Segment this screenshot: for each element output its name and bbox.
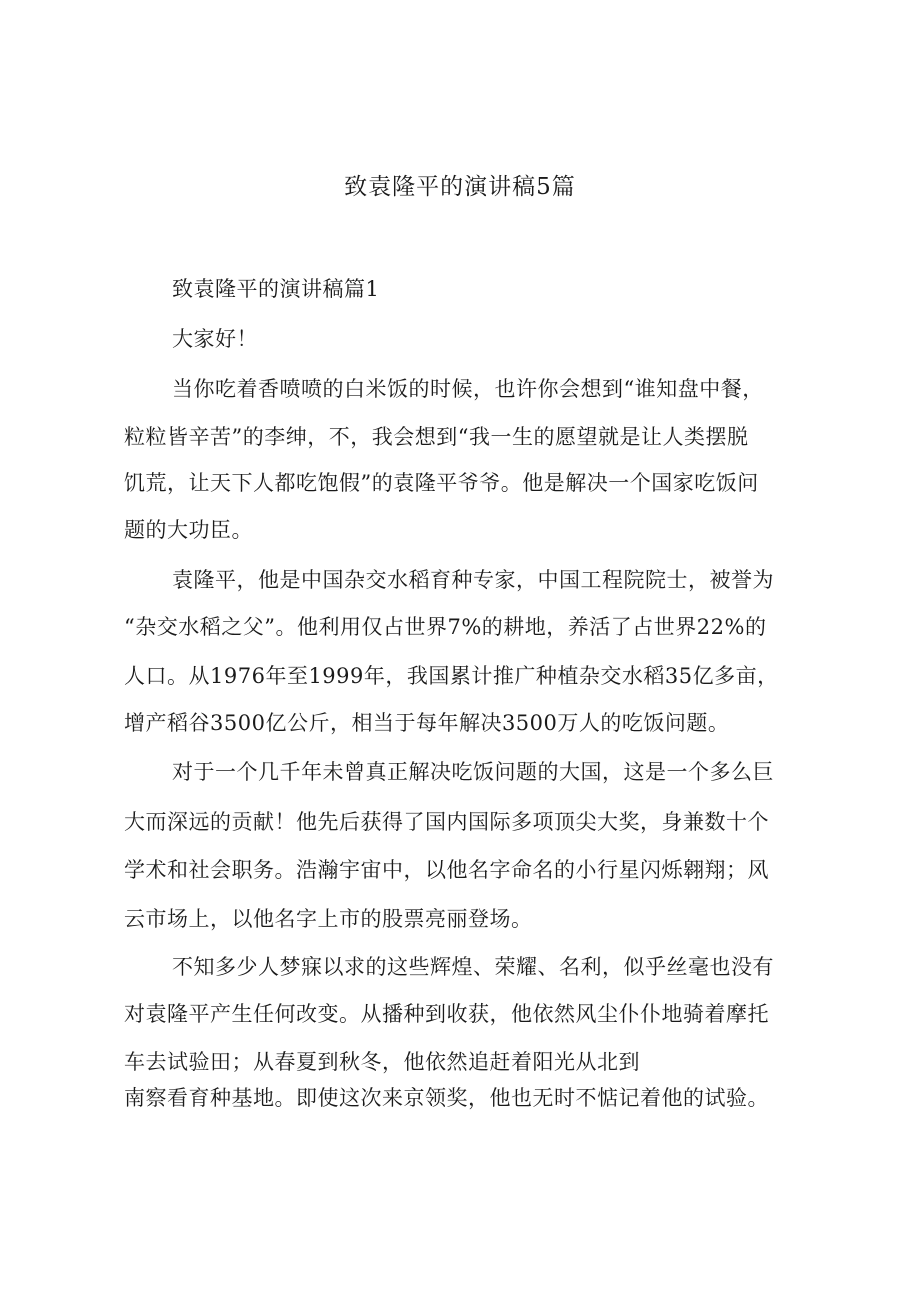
paragraph-line: 增产稻谷3500亿公斤，相当于每年解决3500万人的吃饭问题。: [124, 711, 730, 735]
paragraph-line: 对袁隆平产生任何改变。从播种到收获，他依然风尘仆仆地骑着摩托: [124, 1002, 769, 1026]
document-title: 致袁隆平的演讲稿5篇: [344, 174, 576, 200]
paragraph-line: 人口。从1976年至1999年，我国累计推广种植杂交水稻35亿多亩，: [124, 664, 779, 688]
paragraph-line: 学术和社会职务。浩瀚宇宙中，以他名字命名的小行星闪烁翱翔；风: [124, 858, 769, 882]
paragraph-line: 车去试验田；从春夏到秋冬，他依然追赶着阳光从北到: [124, 1050, 640, 1074]
paragraph-line: 云市场上，以他名字上市的股票亮丽登场。: [124, 907, 533, 931]
paragraph-line: 不知多少人梦寐以求的这些辉煌、荣耀、名利，似乎丝毫也没有: [172, 955, 774, 979]
paragraph-line: “杂交水稻之父”。他利用仅占世界7%的耕地，养活了占世界22%的: [124, 615, 767, 639]
paragraph-line: 大而深远的贡献！他先后获得了国内国际多项顶尖大奖，身兼数十个: [124, 810, 769, 834]
paragraph-line: 对于一个几千年未曾真正解决吃饭问题的大国，这是一个多么巨: [172, 760, 774, 784]
paragraph-line: 饥荒，让天下人都吃饱假”的袁隆平爷爷。他是解决一个国家吃饭问: [124, 471, 759, 495]
paragraph-line: 粒粒皆辛苦”的李绅，不，我会想到“我一生的愿望就是让人类摆脱: [124, 425, 749, 449]
paragraph-line: 当你吃着香喷喷的白米饭的时候，也许你会想到“谁知盘中餐，: [172, 377, 764, 401]
paragraph-line: 袁隆平，他是中国杂交水稻育种专家，中国工程院院士，被誉为: [172, 568, 774, 592]
greeting: 大家好！: [172, 327, 258, 351]
paragraph-line: 题的大功臣。: [124, 518, 253, 542]
paragraph-line: 南察看育种基地。即使这次来京领奖，他也无时不惦记着他的试验。: [124, 1086, 769, 1110]
section-heading: 致袁隆平的演讲稿篇1: [172, 277, 380, 301]
